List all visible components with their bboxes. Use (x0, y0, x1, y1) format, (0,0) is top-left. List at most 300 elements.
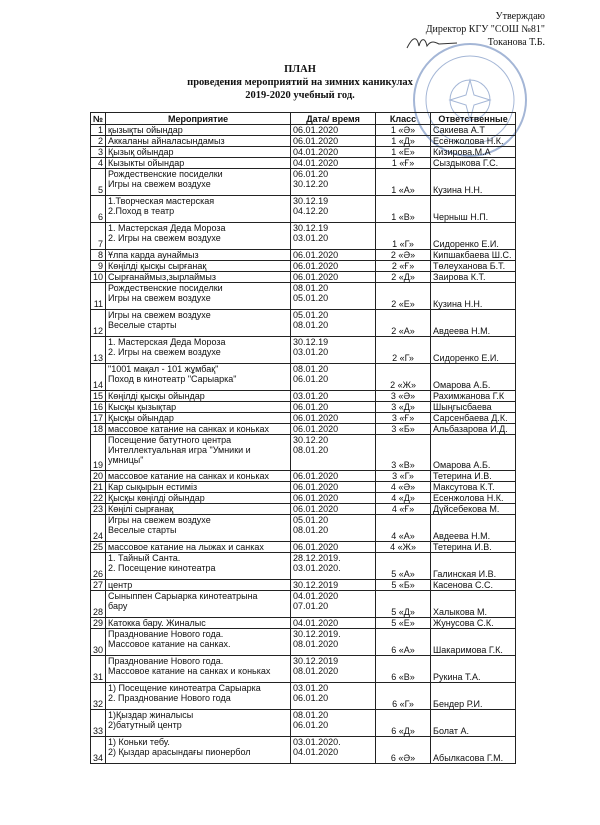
date-cell (291, 283, 376, 310)
date-line: 06.01.20 (293, 169, 329, 179)
row-number: 28 (91, 591, 106, 618)
event-line: 1. Мастерская Деда Мороза (108, 223, 226, 233)
event-line: Веселые старты (108, 320, 177, 330)
row-number: 6 (91, 196, 106, 223)
event-cell (106, 310, 291, 337)
event-line: қызықты ойындар (108, 125, 183, 135)
date-line: 08.01.20 (293, 445, 329, 455)
event-line: 1. Мастерская Деда Мороза (108, 337, 226, 347)
date-line: 30.12.2019. (293, 629, 341, 639)
row-number: 20 (91, 471, 106, 482)
event-line: 2) Қыздар арасындағы пионербол (108, 747, 251, 757)
date-line: 07.01.20 (293, 601, 329, 611)
responsible-cell: Кузина Н.Н. (431, 169, 516, 196)
responsible-cell: Омарова А.Б. (431, 364, 516, 391)
row-number: 17 (91, 413, 106, 424)
date-line: 03.01.2020. (293, 737, 341, 747)
date-line: 03.01.20 (293, 233, 329, 243)
row-number: 9 (91, 261, 106, 272)
event-cell (106, 591, 291, 618)
date-line: 30.12.19 (293, 337, 329, 347)
row-number: 8 (91, 250, 106, 261)
date-line: 08.01.2020 (293, 639, 339, 649)
row-number: 29 (91, 618, 106, 629)
date-line: 06.01.2020 (293, 136, 339, 146)
responsible-cell: Максутова К.Т. (431, 482, 516, 493)
approval-line-2: Директор КГУ "СОШ №81" (425, 24, 545, 35)
class-cell: 3 «Д» (376, 402, 431, 413)
event-line: Массовое катание на санках. (108, 639, 231, 649)
event-line: 2. Игры на свежем воздухе (108, 347, 221, 357)
header-date: Дата/ время (291, 113, 376, 125)
event-cell (106, 493, 291, 504)
event-line: Кысқы қызықтар (108, 402, 177, 412)
class-cell: 1 «Г» (376, 223, 431, 250)
event-line: 1)Қыздар жиналысы (108, 710, 194, 720)
date-line: 04.01.2020 (293, 747, 339, 757)
row-number: 27 (91, 580, 106, 591)
date-cell (291, 515, 376, 542)
event-line: Аккаланы айналасындамыз (108, 136, 225, 146)
event-line: Ұлпа карда аунаймыз (108, 250, 199, 260)
class-cell: 3 «В» (376, 435, 431, 471)
row-number: 4 (91, 158, 106, 169)
event-cell (106, 435, 291, 471)
responsible-cell: Есенжолова Н.К. (431, 136, 516, 147)
event-line: Көңілі сырғанақ (108, 504, 174, 514)
date-cell (291, 471, 376, 482)
class-cell: 3 «Г» (376, 471, 431, 482)
row-number: 5 (91, 169, 106, 196)
table-row (91, 482, 516, 493)
table-row (91, 364, 516, 391)
event-line: Рождественские посиделки (108, 283, 223, 293)
table-row (91, 435, 516, 471)
date-cell (291, 656, 376, 683)
event-cell (106, 482, 291, 493)
date-cell (291, 337, 376, 364)
event-line: Қызық ойындар (108, 147, 174, 157)
row-number: 34 (91, 737, 106, 764)
date-cell (291, 580, 376, 591)
table-row (91, 737, 516, 764)
responsible-cell: Есенжолова Н.К. (431, 493, 516, 504)
event-line: Посещение батутного центра (108, 435, 232, 445)
event-line: массовое катание на лыжах и санках (108, 542, 264, 552)
row-number: 1 (91, 125, 106, 136)
responsible-cell: Сарсенбаева Д.К. (431, 413, 516, 424)
class-cell: 6 «В» (376, 656, 431, 683)
table-row (91, 158, 516, 169)
responsible-cell: Тетерина И.В. (431, 471, 516, 482)
event-line: центр (108, 580, 133, 590)
event-cell (106, 629, 291, 656)
date-line: 30.12.20 (293, 435, 329, 445)
row-number: 3 (91, 147, 106, 158)
row-number: 33 (91, 710, 106, 737)
event-line: Көңілді қысқы сырғанақ (108, 261, 207, 271)
row-number: 15 (91, 391, 106, 402)
title-line-1: ПЛАН (284, 64, 316, 75)
date-line: 06.01.2020 (293, 504, 339, 514)
date-cell (291, 553, 376, 580)
row-number: 26 (91, 553, 106, 580)
date-line: 04.01.2020 (293, 618, 339, 628)
title-line-3: 2019-2020 учебный год. (245, 90, 355, 101)
responsible-cell: Альбазарова И.Д. (431, 424, 516, 435)
event-cell (106, 283, 291, 310)
row-number: 21 (91, 482, 106, 493)
date-cell (291, 223, 376, 250)
event-line: 1) Посещение кинотеатра Сарыарка (108, 683, 261, 693)
row-number: 32 (91, 683, 106, 710)
responsible-cell: Сидоренко Е.И. (431, 223, 516, 250)
event-line: Празднование Нового года. (108, 629, 224, 639)
event-cell (106, 580, 291, 591)
event-line: Массовое катание на санках и коньках (108, 666, 271, 676)
header-responsible: Ответственные (431, 113, 516, 125)
class-cell: 2 «Д» (376, 272, 431, 283)
table-row (91, 196, 516, 223)
table-row (91, 504, 516, 515)
event-cell (106, 136, 291, 147)
table-row (91, 683, 516, 710)
table-row (91, 136, 516, 147)
responsible-cell: Шыңгысбаева (431, 402, 516, 413)
class-cell: 2 «Е» (376, 283, 431, 310)
table-row (91, 471, 516, 482)
date-line: 06.01.20 (293, 402, 329, 412)
date-cell (291, 125, 376, 136)
row-number: 14 (91, 364, 106, 391)
responsible-cell: Рукина Т.А. (431, 656, 516, 683)
date-line: 30.12.2019 (293, 656, 339, 666)
event-cell (106, 402, 291, 413)
class-cell: 1 «Ғ» (376, 158, 431, 169)
date-cell (291, 364, 376, 391)
date-cell (291, 196, 376, 223)
date-line: 08.01.20 (293, 364, 329, 374)
class-cell: 1 «Ә» (376, 125, 431, 136)
class-cell: 1 «Е» (376, 147, 431, 158)
event-cell (106, 515, 291, 542)
table-row (91, 424, 516, 435)
date-line: 06.01.2020 (293, 471, 339, 481)
date-line: 06.01.2020 (293, 125, 339, 135)
class-cell: 2 «Ә» (376, 250, 431, 261)
event-line: Кызыкты ойындар (108, 158, 185, 168)
table-row (91, 261, 516, 272)
table-row (91, 591, 516, 618)
date-cell (291, 272, 376, 283)
event-line: 2.Поход в театр (108, 206, 175, 216)
title-line-2: проведения мероприятий на зимних каникулах (187, 77, 413, 88)
class-cell: 2 «Г» (376, 337, 431, 364)
responsible-cell: Тетерина И.В. (431, 542, 516, 553)
event-line: Игры на свежем воздухе (108, 310, 211, 320)
table-row (91, 402, 516, 413)
approval-line-3: Токанова Т.Б. (487, 37, 545, 48)
date-line: 30.12.2019 (293, 580, 339, 590)
event-line: Веселые старты (108, 525, 177, 535)
event-line: Игры на свежем воздухе (108, 293, 211, 303)
date-line: 08.01.20 (293, 525, 329, 535)
class-cell: 5 «Б» (376, 580, 431, 591)
event-cell (106, 261, 291, 272)
event-line: Катокка бару. Жиналыс (108, 618, 206, 628)
row-number: 13 (91, 337, 106, 364)
event-line: Интеллектуальная игра "Умники и (108, 445, 251, 455)
row-number: 22 (91, 493, 106, 504)
event-line: 1.Творческая мастерская (108, 196, 215, 206)
date-line: 06.01.2020 (293, 493, 339, 503)
table-row (91, 337, 516, 364)
responsible-cell: Сидоренко Е.И. (431, 337, 516, 364)
event-cell (106, 337, 291, 364)
date-line: 08.01.2020 (293, 666, 339, 676)
date-line: 06.01.2020 (293, 250, 339, 260)
date-cell (291, 250, 376, 261)
event-cell (106, 737, 291, 764)
table-row (91, 169, 516, 196)
class-cell: 6 «Д» (376, 710, 431, 737)
event-line: 2. Празднование Нового года (108, 693, 231, 703)
responsible-cell: Сакиева А.Т (431, 125, 516, 136)
event-cell (106, 364, 291, 391)
responsible-cell: Абылкасова Г.М. (431, 737, 516, 764)
date-line: 03.01.2020. (293, 563, 341, 573)
date-line: 03.01.20 (293, 347, 329, 357)
class-cell: 2 «А» (376, 310, 431, 337)
event-cell (106, 125, 291, 136)
class-cell: 6 «А» (376, 629, 431, 656)
row-number: 23 (91, 504, 106, 515)
event-line: 2. Игры на свежем воздухе (108, 233, 221, 243)
events-table (90, 112, 516, 764)
class-cell: 3 «Б» (376, 424, 431, 435)
event-cell (106, 196, 291, 223)
date-cell (291, 618, 376, 629)
event-line: Сырғанаймыз,зырлаймыз (108, 272, 216, 282)
responsible-cell: Касенова С.С. (431, 580, 516, 591)
event-cell (106, 391, 291, 402)
class-cell: 6 «Ә» (376, 737, 431, 764)
event-line: 1) Коньки тебу. (108, 737, 170, 747)
event-cell (106, 656, 291, 683)
responsible-cell: Кипшакбаева Ш.С. (431, 250, 516, 261)
class-cell: 5 «А» (376, 553, 431, 580)
responsible-cell: Шакаримова Г.К. (431, 629, 516, 656)
table-row (91, 250, 516, 261)
event-line: массовое катание на санках и коньках (108, 424, 269, 434)
date-cell (291, 391, 376, 402)
event-cell (106, 710, 291, 737)
event-cell (106, 683, 291, 710)
responsible-cell: Рахимжанова Г.К (431, 391, 516, 402)
date-cell (291, 402, 376, 413)
table-row (91, 223, 516, 250)
event-line: 2)батутный центр (108, 720, 182, 730)
event-cell (106, 504, 291, 515)
row-number: 2 (91, 136, 106, 147)
date-cell (291, 310, 376, 337)
date-line: 05.01.20 (293, 515, 329, 525)
date-line: 06.01.20 (293, 693, 329, 703)
class-cell: 3 «Ә» (376, 391, 431, 402)
date-line: 06.01.20 (293, 720, 329, 730)
class-cell: 4 «Ә» (376, 482, 431, 493)
header-class: Класс (376, 113, 431, 125)
date-cell (291, 435, 376, 471)
event-line: Көңілді қысқы ойындар (108, 391, 205, 401)
event-line: массовое катание на санках и коньках (108, 471, 269, 481)
responsible-cell: Бендер Р.И. (431, 683, 516, 710)
event-line: Поход в кинотеатр "Сарыарка" (108, 374, 237, 384)
table-row (91, 618, 516, 629)
date-cell (291, 737, 376, 764)
class-cell: 2 «Ғ» (376, 261, 431, 272)
date-line: 04.01.2020 (293, 158, 339, 168)
date-line: 30.12.19 (293, 196, 329, 206)
table-row (91, 272, 516, 283)
event-line: Игры на свежем воздухе (108, 515, 211, 525)
responsible-cell: Черныш Н.П. (431, 196, 516, 223)
date-cell (291, 710, 376, 737)
class-cell: 4 «Ғ» (376, 504, 431, 515)
event-cell (106, 542, 291, 553)
date-line: 05.01.20 (293, 293, 329, 303)
responsible-cell: Сыздыкова Г.С. (431, 158, 516, 169)
date-cell (291, 413, 376, 424)
class-cell: 2 «Ж» (376, 364, 431, 391)
row-number: 7 (91, 223, 106, 250)
table-row (91, 413, 516, 424)
date-line: 06.01.2020 (293, 542, 339, 552)
event-cell (106, 471, 291, 482)
class-cell: 1 «А» (376, 169, 431, 196)
event-line: 1. Тайный Санта. (108, 553, 181, 563)
date-line: 04.01.2020 (293, 591, 339, 601)
table-row (91, 542, 516, 553)
table-row (91, 656, 516, 683)
event-cell (106, 424, 291, 435)
date-cell (291, 261, 376, 272)
table-row (91, 629, 516, 656)
date-cell (291, 591, 376, 618)
event-line: 2. Посещение кинотеатра (108, 563, 216, 573)
event-cell (106, 147, 291, 158)
class-cell: 5 «Е» (376, 618, 431, 629)
date-line: 06.01.2020 (293, 261, 339, 271)
date-line: 06.01.2020 (293, 272, 339, 282)
date-line: 05.01.20 (293, 310, 329, 320)
row-number: 31 (91, 656, 106, 683)
table-header-row (91, 113, 516, 125)
date-cell (291, 169, 376, 196)
event-cell (106, 618, 291, 629)
row-number: 30 (91, 629, 106, 656)
date-line: 03.01.20 (293, 391, 329, 401)
event-cell (106, 250, 291, 261)
responsible-cell: Төлеуханова Б.Т. (431, 261, 516, 272)
date-line: 06.01.20 (293, 374, 329, 384)
event-cell (106, 158, 291, 169)
table-row (91, 125, 516, 136)
event-line: Қысқы ойындар (108, 413, 174, 423)
row-number: 24 (91, 515, 106, 542)
table-row (91, 391, 516, 402)
event-line: бару (108, 601, 128, 611)
responsible-cell: Заирова К.Т. (431, 272, 516, 283)
table-row (91, 515, 516, 542)
row-number: 18 (91, 424, 106, 435)
table-row (91, 147, 516, 158)
responsible-cell: Кузина Н.Н. (431, 283, 516, 310)
date-cell (291, 424, 376, 435)
class-cell: 4 «А» (376, 515, 431, 542)
date-cell (291, 158, 376, 169)
event-line: умницы" (108, 455, 144, 465)
responsible-cell: Авдеева Н.М. (431, 310, 516, 337)
responsible-cell: Халыкова М. (431, 591, 516, 618)
class-cell: 4 «Д» (376, 493, 431, 504)
event-cell (106, 169, 291, 196)
date-cell (291, 504, 376, 515)
table-row (91, 283, 516, 310)
event-cell (106, 413, 291, 424)
table-row (91, 553, 516, 580)
header-number: № (91, 113, 106, 125)
responsible-cell: Галинская И.В. (431, 553, 516, 580)
event-line: Рождественские посиделки (108, 169, 223, 179)
row-number: 25 (91, 542, 106, 553)
date-cell (291, 493, 376, 504)
table-row (91, 580, 516, 591)
date-line: 08.01.20 (293, 320, 329, 330)
row-number: 12 (91, 310, 106, 337)
date-line: 04.01.2020 (293, 147, 339, 157)
responsible-cell: Кизирова.М.А (431, 147, 516, 158)
date-cell (291, 683, 376, 710)
date-cell (291, 629, 376, 656)
responsible-cell: Дүйсебекова М. (431, 504, 516, 515)
table-body (91, 125, 516, 764)
event-cell (106, 272, 291, 283)
class-cell: 1 «В» (376, 196, 431, 223)
date-line: 04.12.20 (293, 206, 329, 216)
date-line: 06.01.2020 (293, 413, 339, 423)
responsible-cell: Жунусова С.К. (431, 618, 516, 629)
date-cell (291, 136, 376, 147)
event-line: Қысқы көңілді ойындар (108, 493, 205, 503)
header-event: Мероприятие (106, 113, 291, 125)
date-cell (291, 482, 376, 493)
class-cell: 3 «Ғ» (376, 413, 431, 424)
event-line: Сыныппен Сарыарка кинотеатрына (108, 591, 258, 601)
table-row (91, 710, 516, 737)
class-cell: 5 «Д» (376, 591, 431, 618)
row-number: 16 (91, 402, 106, 413)
approval-line-1: Утверждаю (495, 11, 545, 22)
date-cell (291, 542, 376, 553)
event-line: "1001 мақал - 101 жұмбақ" (108, 364, 219, 374)
responsible-cell: Авдеева Н.М. (431, 515, 516, 542)
date-line: 08.01.20 (293, 283, 329, 293)
date-line: 08.01.20 (293, 710, 329, 720)
row-number: 19 (91, 435, 106, 471)
event-cell (106, 223, 291, 250)
table-row (91, 493, 516, 504)
